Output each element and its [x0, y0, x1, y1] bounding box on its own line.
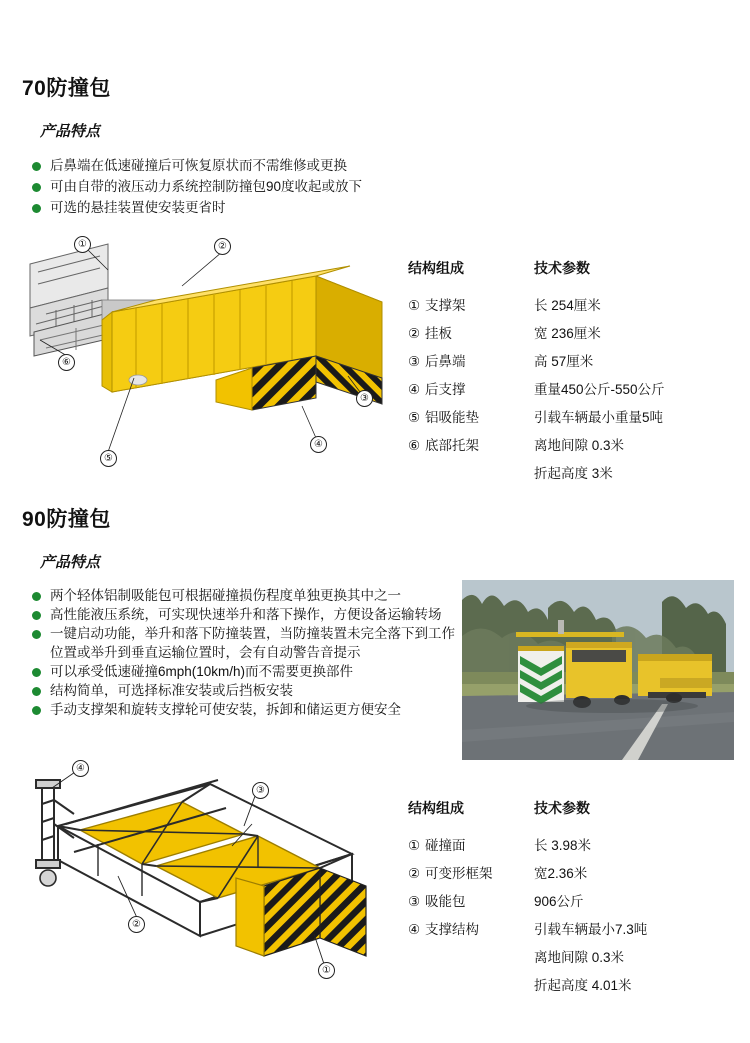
component-label: 支撑架 — [425, 298, 466, 313]
list-item-text: 位置或举升到垂直运输位置时，会有自动警告音提示 — [50, 645, 361, 660]
bullet-dot-icon — [32, 611, 41, 620]
spec-param-row: 宽 236厘米 — [534, 326, 601, 341]
spec-col-head-components: 结构组成 — [408, 800, 464, 816]
list-item-text: 手动支撑架和旋转支撑轮可使安装，拆卸和储运更方便安全 — [50, 702, 401, 717]
spec-param-row: 折起高度 3米 — [534, 466, 613, 481]
component-number: ③ — [408, 894, 421, 909]
bullet-dot-icon — [32, 183, 41, 192]
section-title-70: 70防撞包 — [22, 77, 111, 100]
spec-table-70 — [408, 258, 734, 488]
spec-component-row — [408, 832, 534, 860]
feature-list-70 — [32, 156, 462, 219]
component-label: 后支撑 — [425, 382, 466, 397]
list-item-text: 可以承受低速碰撞6mph(10km/h)而不需要更换部件 — [50, 664, 354, 679]
spec-table-90 — [408, 798, 734, 1000]
callout-1: ① — [318, 962, 335, 979]
bullet-dot-icon — [32, 630, 41, 639]
list-item — [32, 624, 472, 643]
bullet-dot-icon — [32, 592, 41, 601]
spec-component-row — [408, 888, 534, 916]
subtitle-70-features: 产品特点 — [40, 123, 101, 140]
list-item-continuation — [32, 643, 472, 662]
spec-param-row: 高 57厘米 — [534, 354, 594, 369]
list-item — [32, 605, 472, 624]
spec-component-row — [408, 320, 534, 348]
component-number: ④ — [408, 922, 421, 937]
list-item — [32, 177, 462, 197]
spec-component-row — [408, 432, 534, 460]
component-number: ② — [408, 326, 421, 341]
list-item — [32, 662, 472, 681]
spec-param-row: 宽2.36米 — [534, 866, 588, 881]
list-item — [32, 681, 472, 700]
list-item-text: 两个轻体铝制吸能包可根据碰撞损伤程度单独更换其中之一 — [50, 588, 401, 603]
spec-param-row: 引载车辆最小7.3吨 — [534, 922, 648, 937]
callout-5: ⑤ — [100, 450, 117, 467]
figure-90-diagram — [22, 726, 402, 994]
component-number: ① — [408, 298, 421, 313]
spec-col-head-components: 结构组成 — [408, 260, 464, 276]
subtitle-90-features: 产品特点 — [40, 554, 101, 571]
callout-3: ③ — [356, 390, 373, 407]
bullet-dot-icon — [32, 668, 41, 677]
component-number: ⑥ — [408, 438, 421, 453]
truck-photo-svg — [462, 580, 734, 760]
feature-list-90 — [32, 586, 472, 719]
component-label: 可变形框架 — [425, 866, 493, 881]
list-item-text: 高性能液压系统，可实现快速举升和落下操作，方便设备运输转场 — [50, 607, 442, 622]
spec-component-row — [408, 916, 534, 944]
spec-col-head-params: 技术参数 — [534, 800, 590, 816]
callout-4: ④ — [310, 436, 327, 453]
callout-1: ① — [74, 236, 91, 253]
spec-param-row: 重量450公斤-550公斤 — [534, 382, 665, 397]
component-number: ④ — [408, 382, 421, 397]
figure-70-svg — [16, 228, 396, 478]
list-item — [32, 586, 472, 605]
spec-component-row — [408, 376, 534, 404]
callout-3: ③ — [252, 782, 269, 799]
bullet-dot-icon — [32, 162, 41, 171]
component-label: 支撑结构 — [425, 922, 479, 937]
spec-component-row — [408, 860, 534, 888]
spec-param-row: 折起高度 4.01米 — [534, 978, 632, 993]
list-item-text: 结构简单，可选择标准安装或后挡板安装 — [50, 683, 293, 698]
component-label: 吸能包 — [425, 894, 466, 909]
component-label: 铝吸能垫 — [425, 410, 479, 425]
list-item-text: 一键启动功能，举升和落下防撞装置，当防撞装置未完全落下到工作 — [50, 626, 455, 641]
list-item-text: 后鼻端在低速碰撞后可恢复原状而不需维修或更换 — [50, 158, 347, 173]
list-item-text: 可选的悬挂装置使安装更省时 — [50, 200, 226, 215]
spec-component-row — [408, 348, 534, 376]
callout-4: ④ — [72, 760, 89, 777]
component-number: ② — [408, 866, 421, 881]
bullet-dot-icon — [32, 204, 41, 213]
component-number: ③ — [408, 354, 421, 369]
callout-6: ⑥ — [58, 354, 75, 371]
spec-component-row — [408, 292, 534, 320]
figure-70-diagram — [16, 228, 396, 478]
spec-col-head-params: 技术参数 — [534, 260, 590, 276]
list-item — [32, 198, 462, 218]
spec-param-row: 长 254厘米 — [534, 298, 601, 313]
spec-component-row — [408, 404, 534, 432]
truck-photo — [462, 580, 734, 760]
bullet-dot-icon — [32, 687, 41, 696]
component-label: 后鼻端 — [425, 354, 466, 369]
list-item — [32, 156, 462, 176]
spec-param-row: 离地间隙 0.3米 — [534, 438, 625, 453]
component-number: ① — [408, 838, 421, 853]
spec-param-row: 长 3.98米 — [534, 838, 592, 853]
spec-param-row: 906公斤 — [534, 894, 584, 909]
component-label: 碰撞面 — [425, 838, 466, 853]
list-item-text: 可由自带的液压动力系统控制防撞包90度收起或放下 — [50, 179, 363, 194]
callout-2: ② — [128, 916, 145, 933]
bullet-dot-icon — [32, 706, 41, 715]
callout-2: ② — [214, 238, 231, 255]
list-item — [32, 700, 472, 719]
spec-param-row: 离地间隙 0.3米 — [534, 950, 625, 965]
component-label: 底部托架 — [425, 438, 479, 453]
section-title-90: 90防撞包 — [22, 508, 111, 531]
component-number: ⑤ — [408, 410, 421, 425]
component-label: 挂板 — [425, 326, 452, 341]
spec-param-row: 引载车辆最小重量5吨 — [534, 410, 664, 425]
